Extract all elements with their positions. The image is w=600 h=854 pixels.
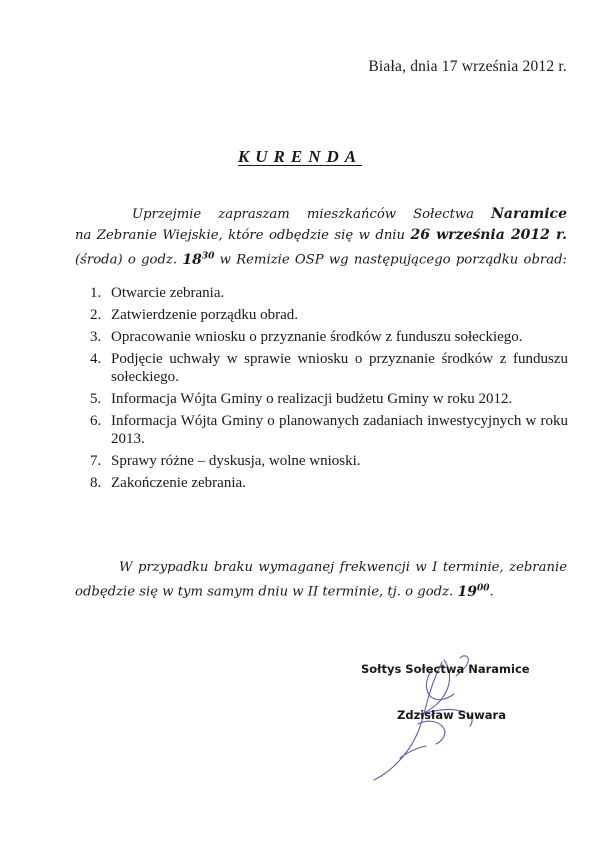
- meeting-hour: [182, 252, 214, 268]
- agenda-item: [90, 390, 568, 408]
- agenda-item: [90, 452, 568, 470]
- agenda-text: Zakończenie zebrania.: [111, 475, 246, 491]
- agenda-item: [90, 284, 568, 302]
- meeting-date: 26 września 2012 r.: [410, 227, 567, 243]
- agenda-text: Zatwierdzenie porządku obrad.: [111, 307, 298, 323]
- agenda-item: [90, 474, 568, 492]
- intro-text-1: Uprzejmie zapraszam mieszkańców Sołectwa: [132, 207, 475, 222]
- intro-line-2: [75, 225, 567, 246]
- closing-line-1: W przypadku braku wymaganej frekwencji w I terminie, zebranie: [119, 560, 567, 575]
- village-name: Naramice: [491, 206, 567, 222]
- agenda-text: Podjęcie uchwały w sprawie wniosku o przyznanie środków z funduszu sołeckiego.: [111, 351, 568, 385]
- intro-text-3: (środa) o godz.: [75, 252, 178, 268]
- intro-line-3: [75, 246, 567, 271]
- agenda-text: Informacja Wójta Gminy o planowanych zadaniach inwestycyjnych w roku 2013.: [111, 413, 568, 447]
- second-term-hour-main: 19: [457, 583, 477, 600]
- agenda-number: 6.: [90, 413, 102, 429]
- signatory-title: Sołtys Sołectwa Naramice: [361, 662, 530, 676]
- agenda-number: 1.: [90, 285, 102, 301]
- agenda-text: Informacja Wójta Gminy o realizacji budżetu Gminy w roku 2012.: [111, 391, 513, 407]
- agenda-text: Sprawy różne – dyskusja, wolne wnioski.: [111, 453, 361, 469]
- closing-line-2: [75, 578, 567, 603]
- agenda-item: [90, 412, 568, 448]
- agenda-list: [90, 284, 568, 496]
- agenda-item: [90, 328, 568, 346]
- meeting-hour-minutes: 30: [201, 251, 215, 261]
- closing-paragraph: [75, 558, 567, 603]
- agenda-number: 8.: [90, 475, 102, 491]
- agenda-item: [90, 306, 568, 324]
- agenda-number: 3.: [90, 329, 102, 345]
- intro-text-2: na Zebranie Wiejskie, które odbędzie się w dniu: [75, 228, 406, 243]
- intro-line-1: [75, 204, 567, 225]
- meeting-hour-main: 18: [182, 251, 202, 268]
- agenda-number: 5.: [90, 391, 102, 407]
- agenda-text: Otwarcie zebrania.: [111, 285, 225, 301]
- agenda-number: 4.: [90, 351, 102, 367]
- second-term-hour: [457, 584, 489, 600]
- intro-text-4: w Remizie OSP wg następującego porządku obrad:: [219, 252, 567, 268]
- agenda-item: [90, 350, 568, 386]
- closing-period: .: [489, 584, 494, 600]
- closing-text-2: odbędzie się w tym samym dniu w II terminie, tj. o godz.: [75, 584, 454, 600]
- second-term-hour-minutes: 00: [476, 583, 490, 593]
- signatory-name: Zdzisław Suwara: [397, 708, 506, 722]
- invitation-paragraph: [75, 204, 567, 271]
- agenda-number: 7.: [90, 453, 102, 469]
- document-title: KURENDA: [237, 147, 363, 166]
- place-date: Biała, dnia 17 września 2012 r.: [368, 58, 567, 75]
- agenda-number: 2.: [90, 307, 102, 323]
- agenda-text: Opracowanie wniosku o przyznanie środków z funduszu sołeckiego.: [111, 329, 523, 345]
